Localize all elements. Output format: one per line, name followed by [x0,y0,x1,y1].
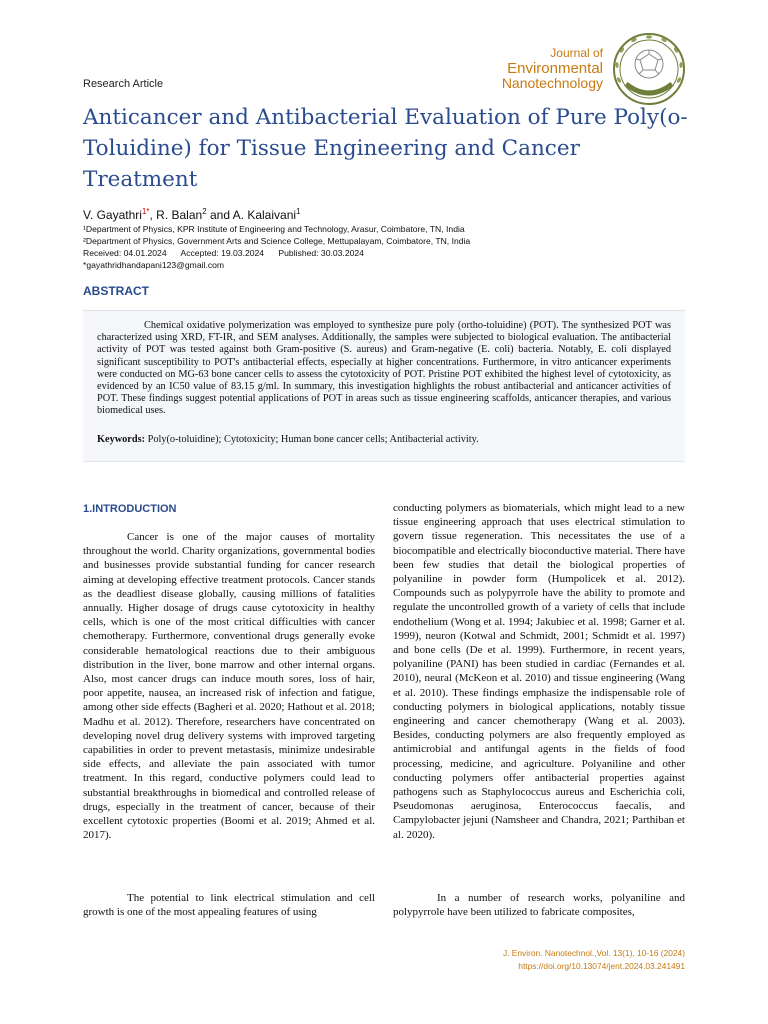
author-3-superscript: 1 [296,207,301,216]
intro-paragraph-4 [393,891,685,919]
intro-paragraph-2-text: The potential to link electrical stimulation and cell growth is one of the most appealing features of using [83,892,375,919]
paper-title: Anticancer and Antibacterial Evaluation of Pure Poly(o-Toluidine) for Tissue Engineering and Cancer Treatment [83,105,688,192]
keywords-list: Poly(o-toluidine); Cytotoxicity; Human bone cancer cells; Antibacterial activity. [145,434,479,445]
affiliation-1: ¹Department of Physics, KPR Institute of Engineering and Technology, Arasur, Coimbatore, TN, India [83,224,465,234]
author-list [83,207,301,222]
affiliation-2: ²Department of Physics, Government Arts and Science College, Mettupalayam, Coimbatore, TN, India [83,236,471,246]
abstract-text: Chemical oxidative polymerization was employed to synthesize pure poly (ortho-toluidine) (POT). The synthesized POT was characterized using XRD, FT-IR, and SEM analyses. Additionally, the samples were subjected to biological evaluation. The antibacterial activity of POT was tested against both Gram-positive (S. aureus) and Gram-negative (E. coli) bacteria. Notably, E. coli displayed significant susceptibility to POT's antibacterial effects, especially at higher concentrations. Furthermore, in vitro anticancer experiments were conducted on MG-63 bone cancer cells to assess the cytotoxicity of POT. Pristine POT exhibited the highest level of cytotoxicity, as evidenced by an IC50 value of 83.15 g/ml. In summary, this investigation highlights the robust antibacterial and anticancer activities of POT. These findings suggest potential applications of POT in areas such as tissue engineering scaffolds, anticancer therapies, and various biomedical uses. [97,320,671,417]
journal-name[interactable] [502,46,603,91]
intro-paragraph-4-text: In a number of research works, polyaniline and polypyrrole have been utilized to fabricate composites, [393,892,685,919]
journal-name-line3: Nanotechnology [501,75,603,91]
intro-paragraph-2 [83,891,375,919]
abstract-heading: ABSTRACT [83,284,149,298]
intro-paragraph-1 [83,530,375,842]
journal-name-line1: Journal of [550,46,603,60]
author-1-superscript: 1* [141,207,150,216]
footer-citation: J. Environ. Nanotechnol.,Vol. 13(1), 10-16 (2024) [502,948,685,958]
intro-paragraph-3 [393,501,685,842]
author-2-superscript: 2 [202,207,207,216]
keywords [97,434,671,445]
journal-name-line2: Environmental [507,60,603,77]
journal-logo-icon [612,32,686,106]
footer-doi-link[interactable]: https://doi.org/10.13074/jent.2024.03.241491 [518,961,685,971]
keywords-label: Keywords: [97,434,146,445]
author-2: , R. Balan [149,208,203,222]
author-3: and A. Kalaivani [206,208,297,222]
introduction-heading: 1.INTRODUCTION [83,503,177,515]
author-1: V. Gayathri [83,208,142,222]
corresponding-email[interactable]: *gayathridhandapani123@gmail.com [83,260,225,270]
article-type: Research Article [83,78,164,90]
intro-paragraph-1-text: Cancer is one of the major causes of mortality throughout the world. Charity organizations, governmental bodies and businesses provide substantial funding for cancer research aiming at developing effective treatment protocols. Cancer stands as the deadliest disease globally, causing millions of fatalities annually. Higher dosage of drugs cause cytotoxicity in healthy cells, which is one of the most critical difficulties with cancer chemotherapy. Furthermore, conventional drugs generally evoke considerable hematological reactions due to their ambiguous distribution in the liver, bone marrow and other internal organs. Also, most cancer drugs can induce mouth sores, loss of hair, poor appetite, nausea, an increased risk of infection and fatigue, among other side effects (Bagheri et al. 2020; Hathout et al. 2018; Madhu et al. 2012). Therefore, researchers have concentrated on developing novel drug delivery systems with improved targeting capabilities in order to prevent metastasis, minimize undesirable side effects, and alleviate the pain associated with tumor treatment. In this regard, conductive polymers could lead to substantial breakthroughs in biomedical and controlled release of drugs, especially in the treatment of cancer, because of their excellent cytotoxic properties (Boomi et al. 2019; Ahmed et al. 2017). [83,531,375,842]
intro-paragraph-3-text: conducting polymers as biomaterials, which might lead to a new tissue engineering approach that uses electrical stimulation to govern tissue regeneration. This necessitates the use of a biocompatible and electrically bioconductive material. There have been few studies that detail the biological properties of polyaniline in powder form (Humpolicek et al. 2012). Compounds such as polypyrrole have the ability to promote and regulate the uncontrolled growth of a variety of cells that include endothelium (Wong et al. 1994; Jakubiec et al. 1998; Garner et al. 1999), neuron (Kotwal and Schmidt, 2001; Schmidt et al. 1997) and bone cells (De et al. 1999). Furthermore, in recent years, polyaniline (PANI) has been studied in cardiac (Fernandes et al. 2010), neural (McKeon et al. 2010) and tissue engineering (Wang et al. 2010). These findings emphasize the indispensable role of conducting polymers in biological applications, notably tissue engineering and cancer chemotherapy (Wang et al. 2003). Besides, conducting polymers are also frequently employed as antimicrobial and antifungal agents in the fields of food processing, medicine, and agriculture. Polyaniline and other conducting polymers offer antibacterial properties against pathogens such as Staphylococcus aureus and Escherichia coli, Pseudomonas aeruginosa, Enterococcus faecalis, and Campylobacter jejuni (Namsheer and Chandra, 2021; Parthiban et al. 2020). [393,502,685,841]
footer [503,947,685,973]
publication-dates: Received: 04.01.2024 Accepted: 19.03.2024 Published: 30.03.2024 [83,248,364,258]
